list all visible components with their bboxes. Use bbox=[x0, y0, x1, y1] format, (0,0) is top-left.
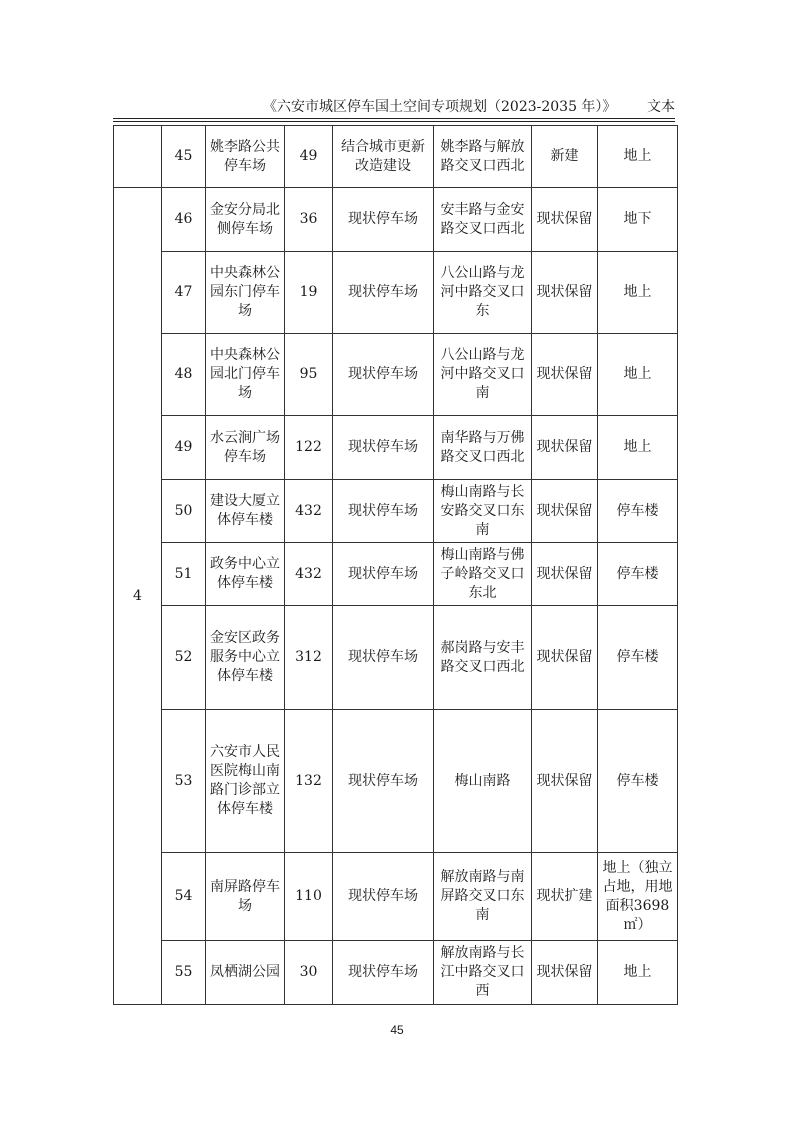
cell-status: 现状保留 bbox=[532, 416, 598, 480]
cell-construction-type: 现状停车场 bbox=[333, 416, 434, 480]
cell-space-count: 30 bbox=[285, 941, 333, 1005]
cell-location: 姚李路与解放路交叉口西北 bbox=[434, 126, 532, 188]
cell-number: 50 bbox=[162, 480, 206, 543]
cell-status: 现状保留 bbox=[532, 334, 598, 416]
cell-space-count: 432 bbox=[285, 480, 333, 543]
cell-space-count: 49 bbox=[285, 126, 333, 188]
cell-status: 现状保留 bbox=[532, 543, 598, 606]
cell-construction-type: 现状停车场 bbox=[333, 334, 434, 416]
cell-space-count: 110 bbox=[285, 853, 333, 941]
cell-construction-type: 现状停车场 bbox=[333, 188, 434, 252]
cell-group-blank bbox=[114, 126, 162, 188]
parking-plan-table bbox=[113, 125, 678, 1005]
cell-parking-name: 金安区政务服务中心立体停车楼 bbox=[206, 606, 285, 710]
cell-status: 现状保留 bbox=[532, 188, 598, 252]
table-row bbox=[114, 334, 678, 416]
table-row bbox=[114, 416, 678, 480]
cell-parking-name: 六安市人民医院梅山南路门诊部立体停车楼 bbox=[206, 710, 285, 853]
cell-parking-form: 地上 bbox=[598, 334, 678, 416]
cell-construction-type: 现状停车场 bbox=[333, 252, 434, 334]
cell-construction-type: 现状停车场 bbox=[333, 853, 434, 941]
header-rule-thin bbox=[113, 121, 675, 122]
cell-location: 解放南路与南屏路交叉口东南 bbox=[434, 853, 532, 941]
cell-location: 郝岗路与安丰路交叉口西北 bbox=[434, 606, 532, 710]
cell-number: 51 bbox=[162, 543, 206, 606]
cell-parking-name: 水云涧广场停车场 bbox=[206, 416, 285, 480]
cell-space-count: 19 bbox=[285, 252, 333, 334]
cell-number: 54 bbox=[162, 853, 206, 941]
cell-parking-name: 中央森林公园北门停车场 bbox=[206, 334, 285, 416]
cell-parking-form: 停车楼 bbox=[598, 543, 678, 606]
table-row bbox=[114, 606, 678, 710]
cell-location: 八公山路与龙河中路交叉口南 bbox=[434, 334, 532, 416]
cell-status: 现状保留 bbox=[532, 606, 598, 710]
cell-parking-name: 南屏路停车场 bbox=[206, 853, 285, 941]
cell-parking-form: 地上 bbox=[598, 416, 678, 480]
cell-construction-type: 现状停车场 bbox=[333, 543, 434, 606]
cell-number: 46 bbox=[162, 188, 206, 252]
cell-parking-name: 建设大厦立体停车楼 bbox=[206, 480, 285, 543]
cell-location: 梅山南路与长安路交叉口东南 bbox=[434, 480, 532, 543]
cell-parking-name: 中央森林公园东门停车场 bbox=[206, 252, 285, 334]
document-type-tag: 文本 bbox=[647, 99, 675, 115]
cell-parking-form: 地上 bbox=[598, 252, 678, 334]
cell-location: 梅山南路与佛子岭路交叉口东北 bbox=[434, 543, 532, 606]
table-row bbox=[114, 188, 678, 252]
cell-construction-type: 现状停车场 bbox=[333, 941, 434, 1005]
table-row bbox=[114, 543, 678, 606]
cell-status: 现状保留 bbox=[532, 710, 598, 853]
cell-construction-type: 结合城市更新改造建设 bbox=[333, 126, 434, 188]
cell-parking-name: 金安分局北侧停车场 bbox=[206, 188, 285, 252]
cell-location: 解放南路与长江中路交叉口西 bbox=[434, 941, 532, 1005]
cell-space-count: 432 bbox=[285, 543, 333, 606]
cell-space-count: 95 bbox=[285, 334, 333, 416]
cell-parking-name: 凤栖湖公园 bbox=[206, 941, 285, 1005]
cell-construction-type: 现状停车场 bbox=[333, 480, 434, 543]
cell-number: 49 bbox=[162, 416, 206, 480]
cell-space-count: 132 bbox=[285, 710, 333, 853]
document-title: 《六安市城区停车国土空间专项规划（2023-2035 年）》 bbox=[263, 99, 617, 115]
cell-space-count: 36 bbox=[285, 188, 333, 252]
cell-status: 新建 bbox=[532, 126, 598, 188]
table-row bbox=[114, 126, 678, 188]
cell-number: 47 bbox=[162, 252, 206, 334]
cell-parking-form: 地上（独立占地，用地面积3698㎡） bbox=[598, 853, 678, 941]
cell-parking-form: 停车楼 bbox=[598, 480, 678, 543]
cell-number: 48 bbox=[162, 334, 206, 416]
cell-parking-form: 停车楼 bbox=[598, 710, 678, 853]
table-row bbox=[114, 252, 678, 334]
cell-location: 梅山南路 bbox=[434, 710, 532, 853]
page-header bbox=[113, 96, 675, 118]
cell-parking-form: 地下 bbox=[598, 188, 678, 252]
table-row bbox=[114, 710, 678, 853]
cell-number: 53 bbox=[162, 710, 206, 853]
table-row bbox=[114, 941, 678, 1005]
cell-parking-form: 地上 bbox=[598, 126, 678, 188]
cell-space-count: 312 bbox=[285, 606, 333, 710]
cell-construction-type: 现状停车场 bbox=[333, 606, 434, 710]
table-row bbox=[114, 480, 678, 543]
cell-number: 55 bbox=[162, 941, 206, 1005]
cell-status: 现状保留 bbox=[532, 480, 598, 543]
cell-parking-name: 姚李路公共停车场 bbox=[206, 126, 285, 188]
cell-number: 52 bbox=[162, 606, 206, 710]
cell-location: 安丰路与金安路交叉口西北 bbox=[434, 188, 532, 252]
cell-construction-type: 现状停车场 bbox=[333, 710, 434, 853]
cell-status: 现状保留 bbox=[532, 941, 598, 1005]
cell-status: 现状保留 bbox=[532, 252, 598, 334]
cell-location: 南华路与万佛路交叉口西北 bbox=[434, 416, 532, 480]
cell-parking-form: 地上 bbox=[598, 941, 678, 1005]
table-row bbox=[114, 853, 678, 941]
cell-location: 八公山路与龙河中路交叉口东 bbox=[434, 252, 532, 334]
cell-status: 现状扩建 bbox=[532, 853, 598, 941]
header-rule-thick bbox=[113, 118, 675, 119]
cell-number: 45 bbox=[162, 126, 206, 188]
page-number: 45 bbox=[390, 1023, 404, 1037]
cell-parking-form: 停车楼 bbox=[598, 606, 678, 710]
cell-space-count: 122 bbox=[285, 416, 333, 480]
cell-group-label: 4 bbox=[114, 188, 162, 1005]
cell-parking-name: 政务中心立体停车楼 bbox=[206, 543, 285, 606]
